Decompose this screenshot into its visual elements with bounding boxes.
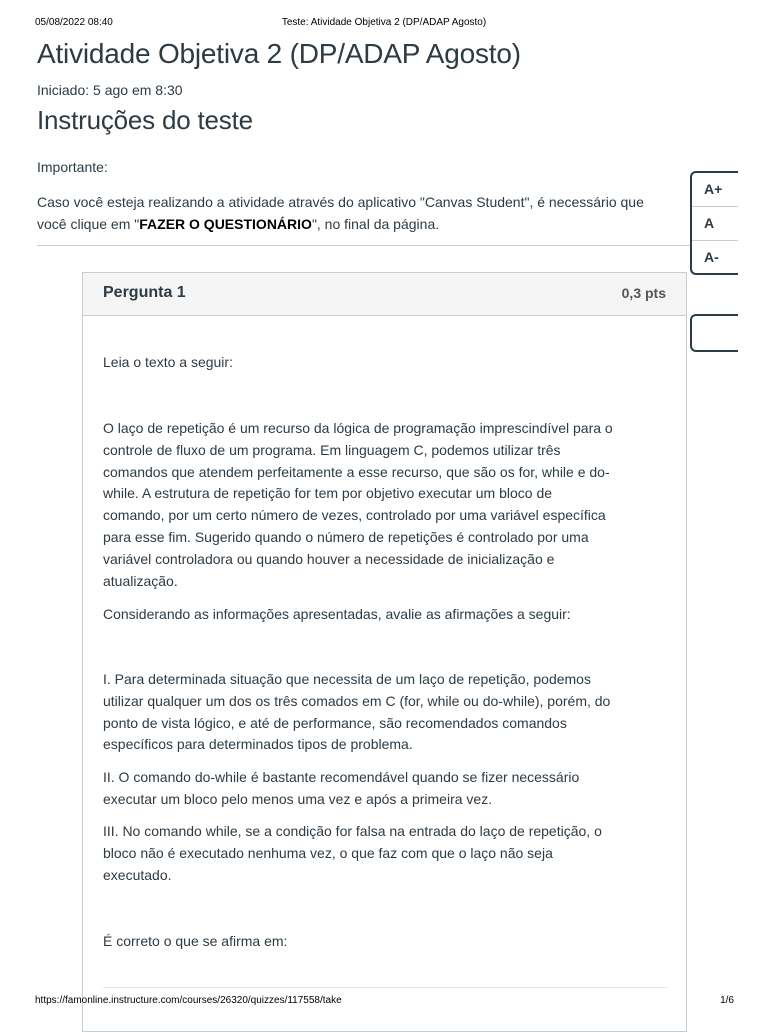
statement-3-line: bloco não é executado nenhuma vez, o que faz com que o laço não seja [103,844,553,861]
font-decrease-button[interactable]: A- [704,249,719,265]
print-page-number: 1/6 [720,995,734,1006]
question-text-line: comandos que atendem perfeitamente a esse recurso, que são os for, while e do- [103,463,610,480]
question-intro: Leia o texto a seguir: [103,354,233,370]
print-url: https://famonline.instructure.com/courses/26320/quizzes/117558/take [35,995,342,1006]
statement-3-line: III. No comando while, se a condição for falsa na entrada do laço de repetição, o [103,823,602,839]
question-text-line: comando, por um certo número de vezes, controlado por uma variável específica [103,507,606,524]
question-text [103,418,675,592]
question-name: Pergunta 1 [103,284,186,301]
print-page-title: Teste: Atividade Objetiva 2 (DP/ADAP Agosto) [281,17,487,28]
question-text-line: while. A estrutura de repetição for tem por objetivo executar um bloco de [103,485,553,502]
instructions-divider [37,245,692,246]
statement-2 [103,767,675,811]
statement-2-line: executar um bloco pelo menos uma vez e após a primeira vez. [103,790,493,807]
question-header [83,273,686,316]
question-consider: Considerando as informações apresentadas, avalie as afirmações a seguir: [103,606,571,622]
quiz-started-time: Iniciado: 5 ago em 8:30 [37,82,183,98]
answers-divider [103,987,668,988]
statement-2-line: II. O comando do-while é bastante recomendável quando se fizer necessário [103,769,580,785]
font-reset-button[interactable]: A [692,207,738,241]
statement-3-line: executado. [103,866,172,883]
print-date: 05/08/2022 08:40 [35,17,113,28]
question-text-line: controle de fluxo de um programa. Em linguagem C, podemos utilizar três [103,441,561,458]
statement-1-line: I. Para determinada situação que necessita de um laço de repetição, podemos [103,671,591,687]
question-points: 0,3 pts [621,285,666,301]
statement-1-line: específicos para determinados tipos de problema. [103,736,413,753]
font-increase-button[interactable]: A+ [692,173,738,207]
important-label: Importante: [37,159,108,175]
font-size-panel [690,171,738,275]
instructions-line-2-post: ", no final da página. [311,216,440,232]
question-nav-toggle-button[interactable] [690,314,738,352]
question-text-line: atualização. [103,572,178,589]
instructions-line-2-pre: você clique em " [37,216,140,232]
question-card [82,272,687,1032]
statement-1-line: utilizar qualquer um dos os três comados em C (for, while ou do-while), porém, do [103,692,611,709]
question-text-line: O laço de repetição é um recurso da lógica de programação imprescindível para o [103,420,613,436]
instructions-line-2 [37,213,697,235]
instructions-line-1: Caso você esteja realizando a atividade através do aplicativo "Canvas Student", é necessário que [37,194,644,210]
statement-3 [103,821,675,886]
question-text-line: para esse fim. Sugerido quando o número de repetições é controlado por uma [103,528,589,545]
question-prompt: É correto o que se afirma em: [103,933,288,949]
statement-1 [103,669,675,756]
statement-1-line: ponto de vista lógico, e até de performance, são recomendados comandos [103,714,567,731]
take-quiz-emphasis: FAZER O QUESTIONÁRIO [139,216,312,232]
instructions-text [37,191,697,235]
instructions-heading: Instruções do teste [37,105,253,135]
question-text-line: variável controladora ou quando houver a necessidade de inicialização e [103,550,555,567]
quiz-title: Atividade Objetiva 2 (DP/ADAP Agosto) [37,38,521,69]
